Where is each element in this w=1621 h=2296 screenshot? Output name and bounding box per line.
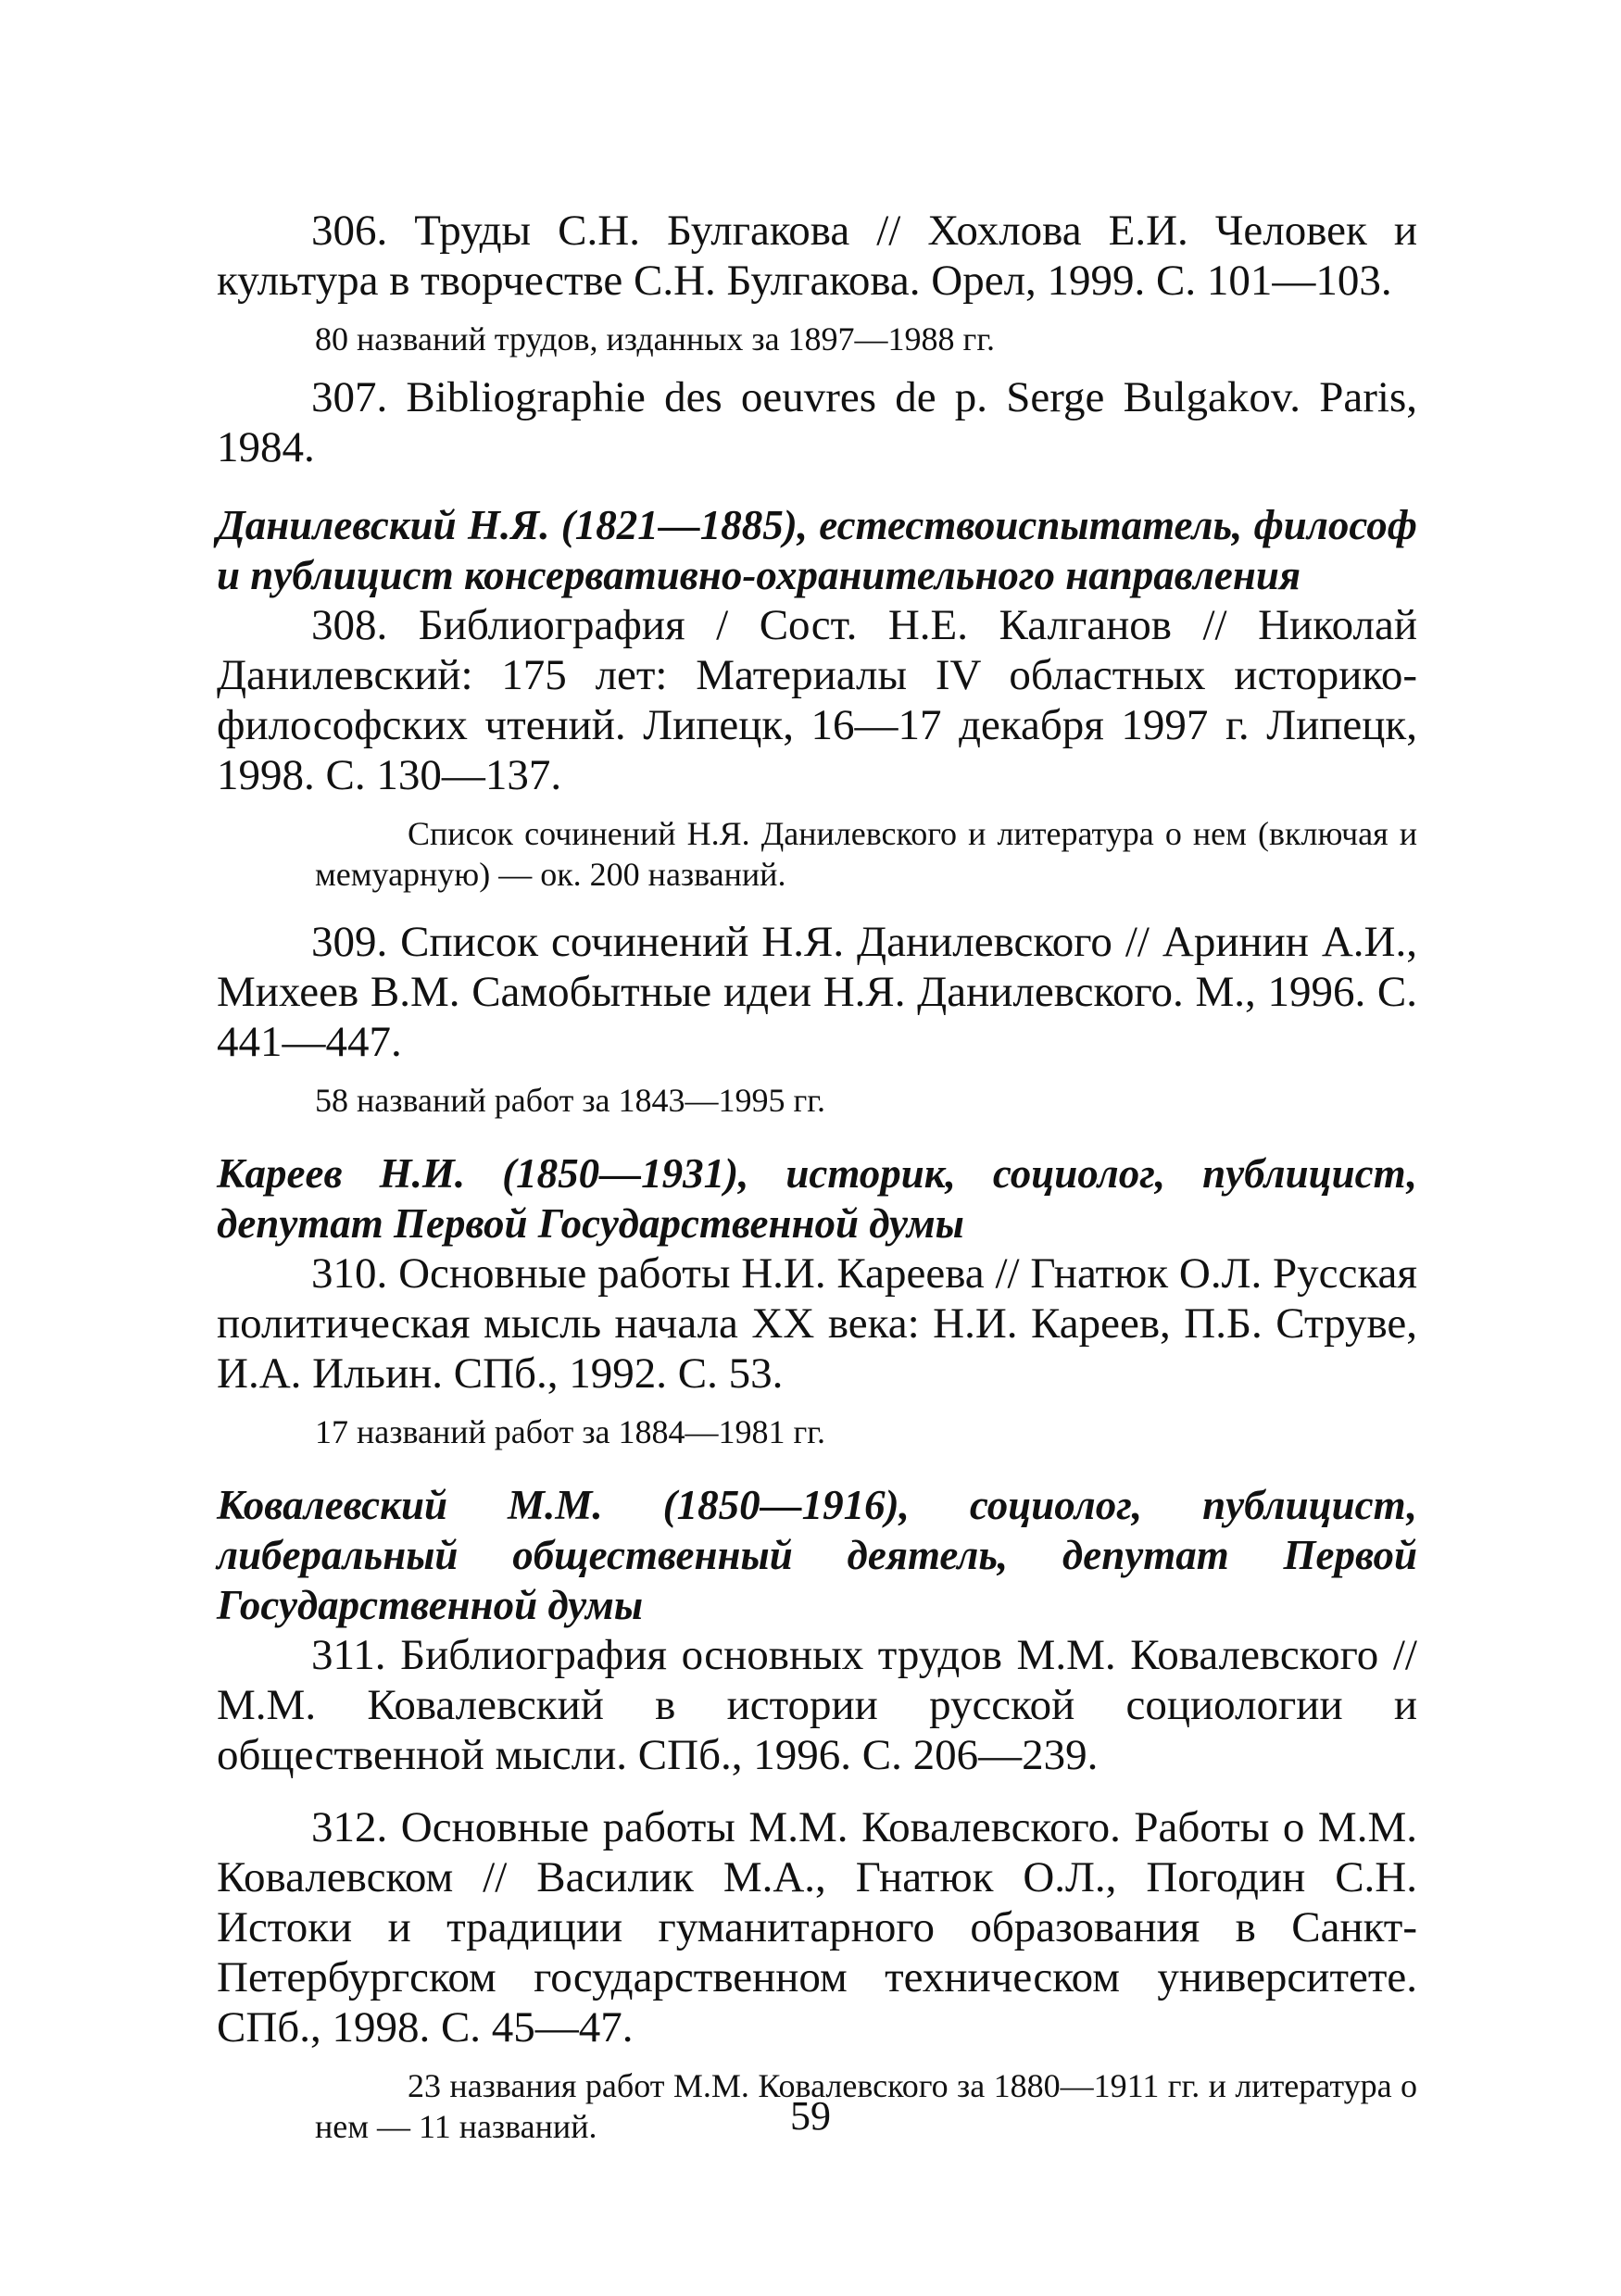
annotation-312: 23 названия работ М.М. Ковалевского за 1880—1911 гг. и литература о нем — 11 названий. [315, 2067, 1417, 2145]
annotation-306: 80 названий трудов, изданных за 1897—1988 гг. [315, 320, 996, 358]
entry-306: 306. Труды С.Н. Булгакова // Хохлова Е.И. Человек и культура в творчестве С.Н. Булгакова. Орел, 1999. С. 101—103. [217, 207, 1417, 305]
annotation-310: 17 названий работ за 1884—1981 гг. [315, 1413, 825, 1450]
section-heading-kareev: Кареев Н.И. (1850—1931), историк, социолог, публицист, депутат Первой Государственной думы [217, 1150, 1417, 1247]
annotation-308: Список сочинений Н.Я. Данилевского и литература о нем (включая и мемуарную) — ок. 200 названий. [315, 815, 1417, 893]
section-heading-kovalevsky: Ковалевский М.М. (1850—1916), социолог, публицист, либеральный общественный деятель, депутат Первой Государственной думы [217, 1482, 1417, 1628]
entry-310: 310. Основные работы Н.И. Кареева // Гнатюк О.Л. Русская политическая мысль начала XX века: Н.И. Кареев, П.Б. Струве, И.А. Ильин. СПб., 1992. С. 53. [217, 1249, 1417, 1398]
annotation-309: 58 названий работ за 1843—1995 гг. [315, 1082, 825, 1119]
section-heading-danilevsky: Данилевский Н.Я. (1821—1885), естествоиспытатель, философ и публицист консервативно-охранительного направления [217, 502, 1417, 598]
page-number: 59 [790, 2093, 831, 2139]
page-body [217, 206, 1417, 2147]
entry-311: 311. Библиография основных трудов М.М. Ковалевского // М.М. Ковалевский в истории русской социологии и общественной мысли. СПб., 1996. С. 206—239. [217, 1631, 1417, 1779]
entry-308: 308. Библиография / Сост. Н.Е. Калганов // Николай Данилевский: 175 лет: Материалы IV областных историко-философских чтений. Липецк, 16—17 декабря 1997 г. Липецк, 1998. С. 130—137. [217, 601, 1417, 799]
entry-312: 312. Основные работы М.М. Ковалевского. Работы о М.М. Ковалевском // Василик М.А., Гнатюк О.Л., Погодин С.Н. Истоки и традиции гуманитарного образования в Санкт-Петербургском государственном техническом университете. СПб., 1998. С. 45—47. [217, 1803, 1417, 2051]
entry-307: 307. Bibliographie des oeuvres de p. Serge Bulgakov. Paris, 1984. [217, 373, 1417, 471]
entry-309: 309. Список сочинений Н.Я. Данилевского // Аринин А.И., Михеев В.М. Самобытные идеи Н.Я. Данилевского. М., 1996. С. 441—447. [217, 918, 1417, 1066]
